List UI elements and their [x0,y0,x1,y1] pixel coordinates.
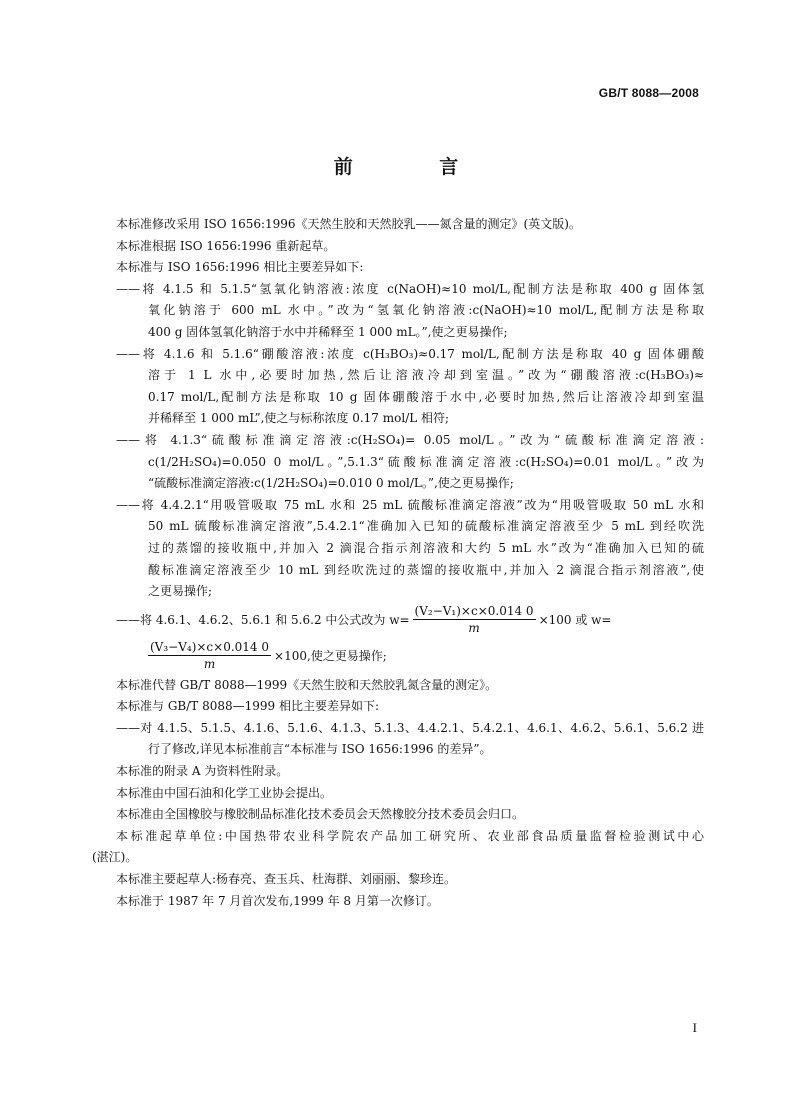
paragraph-line: 本标准的附录 A 为资料性附录。 [116,764,289,779]
formula-suffix: ×100,使之更易操作; [274,649,387,664]
list-item-line: 过的蒸馏的接收瓶中,并加入 2 滴混合指示剂溶液和大约 5 mL 水”改为“准确加入已知的硫 [148,540,704,555]
paragraph-line: (湛江)。 [92,850,138,865]
list-item-line: 0.17 mol/L,配制方法是称取 10 g 固体硼酸溶于水中,必要时加热,然后让溶液冷却到室温 [148,389,704,404]
list-item-line: 50 mL 硫酸标准滴定溶液”,5.4.2.1“准确加入已知的硫酸标准滴定溶液至少 5 mL 到经吹洗 [148,519,704,534]
formula-middle: ×100 或 w= [538,613,612,628]
list-item-line: 氧化钠溶于 600 mL 水中。”改为“氢氧化钠溶液:c(NaOH)≈10 mol/L,配制方法是称取 [148,303,704,318]
list-item-line: ——将 4.1.5 和 5.1.5“氢氧化钠溶液:浓度 c(NaOH)≈10 mol/L,配制方法是称取 400 g 固体氢 [116,281,704,296]
paragraph-line: 本标准主要起草人:杨春亮、查玉兵、杜海群、刘丽丽、黎珍连。 [116,872,457,887]
fraction-denominator: m [203,657,216,672]
list-item-line: c(1/2H₂SO₄)=0.050 0 mol/L。”,5.1.3“硫酸标准滴定溶液:c(H₂SO₄)=0.01 mol/L。”改为 [148,454,704,469]
list-item-line: “硫酸标准滴定溶液:c(1/2H₂SO₄)=0.010 0 mol/L。”,使之更易操作; [148,476,514,491]
paragraph-line: 本标准修改采用 ISO 1656:1996《天然生胶和天然胶乳——氮含量的测定》(英文版)。 [116,217,581,231]
fraction-numerator: (V₂−V₁)×c×0.014 0 [414,604,534,619]
list-item-line: ——将 4.1.3“硫酸标准滴定溶液:c(H₂SO₄)= 0.05 mol/L。”改为“硫酸标准滴定溶液: [116,432,704,447]
paragraph-line: 本标准由中国石油和化学工业协会提出。 [116,785,333,800]
list-item-line: 并稀释至 1 000 mL”,使之与标称浓度 0.17 mol/L 相符; [148,411,450,426]
formula-fraction-1 [413,604,536,635]
list-item-line: 400 g 固体氢氧化钠溶于水中并稀释至 1 000 mL。”,使之更易操作; [148,324,508,339]
formula-line [92,637,704,675]
paragraph-line: 本标准起草单位:中国热带农业科学院农产品加工研究所、农业部食品质量监督检验测试中心 [116,828,704,843]
fraction-denominator: m [468,621,480,636]
paragraph-line: 本标准与 GB/T 8088—1999 相比主要差异如下: [116,699,380,714]
list-item-line: ——将 4.4.2.1“用吸管吸取 75 mL 水和 25 mL 硫酸标准滴定溶液”改为“用吸管吸取 50 mL 水和 [116,497,704,512]
list-item-line: 之更易操作; [148,584,213,599]
paragraph-line: 本标准由全国橡胶与橡胶制品标准化技术委员会天然橡胶分技术委员会归口。 [116,807,525,822]
paragraph-line: 本标准代替 GB/T 8088—1999《天然生胶和天然胶乳氮含量的测定》。 [116,677,498,692]
page-title: 前 言 [333,156,499,178]
list-item-line: ——对 4.1.5、5.1.5、4.1.6、5.1.6、4.1.3、5.1.3、4.4.2.1、5.4.2.1、4.6.1、4.6.2、5.6.1、5.6.2 进 [116,720,704,735]
page-number: I [692,1020,697,1035]
paragraph-line: 本标准与 ISO 1656:1996 相比主要差异如下: [116,260,364,275]
paragraph-line: 本标准根据 ISO 1656:1996 重新起草。 [116,238,336,253]
list-item-line: ——将 4.1.6 和 5.1.6“硼酸溶液:浓度 c(H₃BO₃)≈0.17 mol/L,配制方法是称取 40 g 固体硼酸 [116,346,704,361]
standard-code: GB/T 8088—2008 [598,86,699,100]
fraction-numerator: (V₃−V₄)×c×0.014 0 [150,640,270,655]
formula-prefix: ——将 4.6.1、4.6.2、5.6.1 和 5.6.2 中公式改为 w= [116,613,410,628]
list-item-line: 酸标准滴定溶液至少 10 mL 到经吹洗过的蒸馏的接收瓶中,并加入 2 滴混合指示剂溶液”,使 [148,562,704,577]
paragraph-line: 本标准于 1987 年 7 月首次发布,1999 年 8 月第一次修订。 [116,893,439,908]
formula-line [92,603,704,637]
list-item-line: 行了修改,详见本标准前言“本标准与 ISO 1656:1996 的差异”。 [148,742,492,757]
formula-fraction-2 [148,640,271,671]
foreword-body [92,214,704,912]
list-item-line: 溶于 1 L 水中,必要时加热,然后让溶液冷却到室温。”改为“硼酸溶液:c(H₃BO₃)≈ [148,368,704,383]
